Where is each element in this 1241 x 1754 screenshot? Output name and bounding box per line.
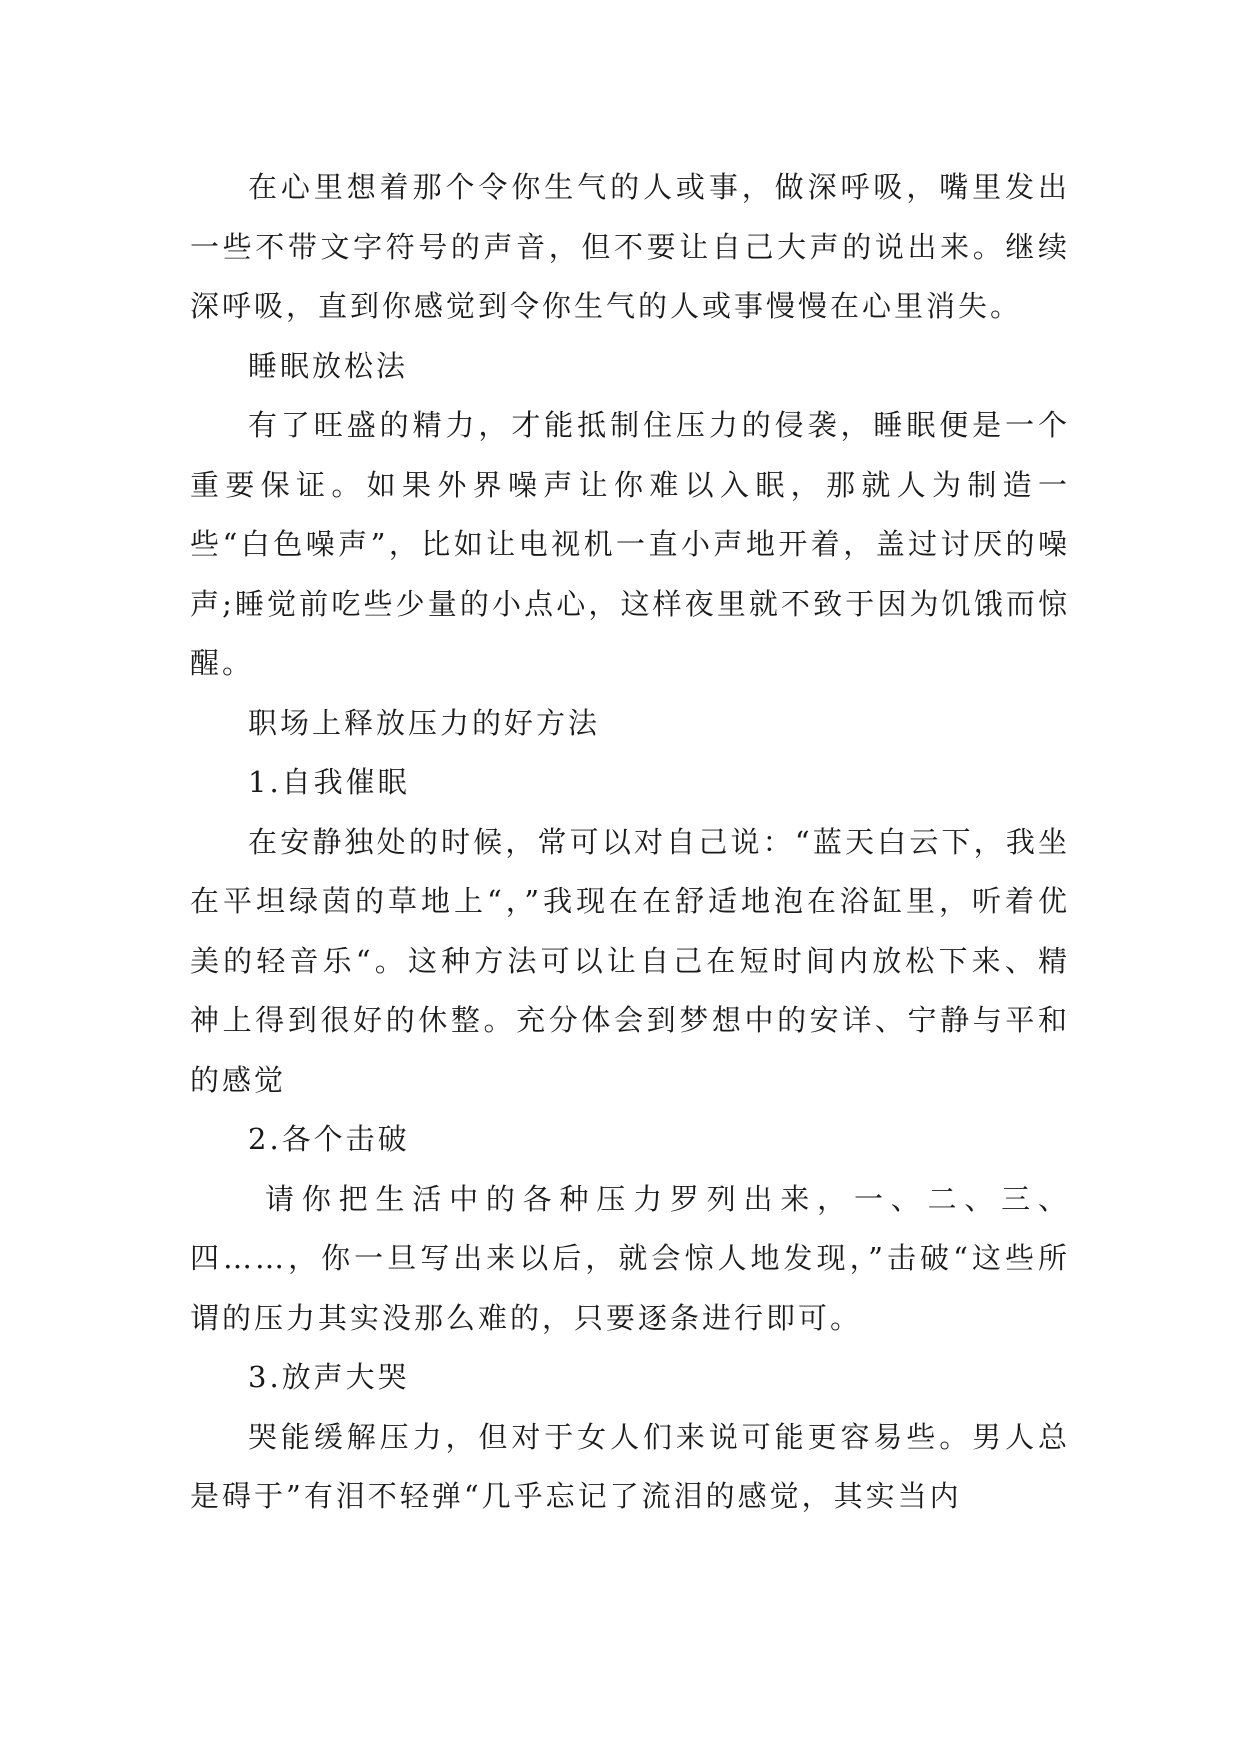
heading-cry-out: 3.放声大哭 bbox=[248, 1360, 410, 1394]
document-page bbox=[190, 158, 1070, 1527]
heading-workplace-methods: 职场上释放压力的好方法 bbox=[248, 705, 601, 740]
paragraph-cry-out: 哭能缓解压力，但对于女人们来说可能更容易些。男人总是碍于”有泪不轻弹“几乎忘记了流泪的感觉，其实当内 bbox=[190, 1419, 1070, 1513]
paragraph-break-down: 请你把生活中的各种压力罗列出来，一、二、三、四……，你一旦写出来以后，就会惊人地发现，”击破“这些所谓的压力其实没那么难的，只要逐条进行即可。 bbox=[190, 1181, 1070, 1335]
paragraph-self-hypnosis: 在安静独处的时候，常可以对自己说：“蓝天白云下，我坐在平坦绿茵的草地上“，”我现在在舒适地泡在浴缸里，听着优美的轻音乐“。这种方法可以让自己在短时间内放松下来、精神上得到很好的休整。充分体会到梦想中的安详、宁静与平和的感觉 bbox=[190, 824, 1070, 1097]
paragraph-breathing-release: 在心里想着那个令你生气的人或事，做深呼吸，嘴里发出一些不带文字符号的声音，但不要让自己大声的说出来。继续深呼吸，直到你感觉到令你生气的人或事慢慢在心里消失。 bbox=[190, 170, 1070, 323]
paragraph-sleep-relaxation: 有了旺盛的精力，才能抵制住压力的侵袭，睡眠便是一个重要保证。如果外界噪声让你难以入眠，那就人为制造一些“白色噪声”，比如让电视机一直小声地开着，盖过讨厌的噪声;睡觉前吃些少量的小点心，这样夜里就不致于因为饥饿而惊醒。 bbox=[190, 408, 1070, 680]
heading-self-hypnosis: 1.自我催眠 bbox=[248, 765, 410, 799]
heading-sleep-relaxation: 睡眠放松法 bbox=[248, 348, 409, 383]
heading-break-down: 2.各个击破 bbox=[248, 1122, 410, 1156]
